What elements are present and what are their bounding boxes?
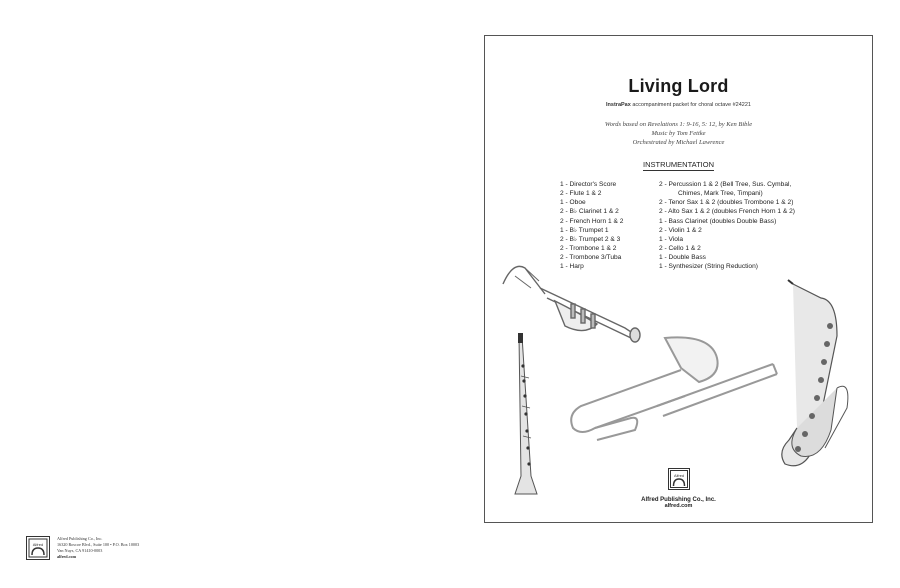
trumpet-icon xyxy=(503,266,640,342)
front-cover xyxy=(484,35,873,523)
credit-music: Music by Tom Fettke xyxy=(651,130,706,137)
svg-text:Alfred: Alfred xyxy=(673,474,684,478)
publisher-info xyxy=(26,536,139,560)
svg-text:Alfred: Alfred xyxy=(32,542,44,547)
instrument-item: 1 - Director's Score xyxy=(560,181,617,188)
instrumentation-heading-text: INSTRUMENTATION xyxy=(643,160,714,169)
instrument-item: 2 - Cello 1 & 2 xyxy=(659,245,701,253)
instrument-item: 1 - Viola xyxy=(659,235,684,243)
instrument-item: 2 - Violin 1 & 2 xyxy=(659,226,702,234)
publisher-street: 16320 Roscoe Blvd., Suite 100 • P.O. Box 10003 xyxy=(57,542,140,547)
publisher-name: Alfred Publishing Co., Inc. xyxy=(57,536,103,541)
subtitle-text: accompaniment packet for choral octave #24221 xyxy=(630,102,751,108)
instrument-list-left xyxy=(560,180,623,272)
page-title: Living Lord xyxy=(628,76,729,96)
credit-words: Words based on Revelations 1: 9-16, 5: 12, by Ken Bible xyxy=(604,121,753,128)
cover-footer xyxy=(485,468,872,509)
subtitle-brand: InstraPax xyxy=(606,102,631,108)
trombone-icon xyxy=(571,337,777,440)
instrument-item: 2 - Flute 1 & 2 xyxy=(560,190,602,198)
instrument-item: 1 - Oboe xyxy=(560,199,586,207)
instrument-illustration xyxy=(485,36,873,523)
instrument-item: 2 - Alto Sax 1 & 2 (doubles French Horn 1 & 2) xyxy=(659,208,795,216)
alfred-logo-icon xyxy=(26,536,50,560)
alfred-logo-icon xyxy=(668,468,690,490)
instrument-item: 2 - B♭ Clarinet 1 & 2 xyxy=(560,208,619,216)
publisher-address xyxy=(57,536,139,560)
publisher-website: alfred.com xyxy=(57,554,77,559)
saxophone-icon xyxy=(782,280,848,466)
instrument-item: 1 - Harp xyxy=(560,263,584,271)
instrument-item: 2 - Tenor Sax 1 & 2 (doubles Trombone 1 & 2) xyxy=(659,199,794,207)
instrument-item: 1 - Bass Clarinet (doubles Double Bass) xyxy=(659,217,777,225)
instrument-item: 1 - Synthesizer (String Reduction) xyxy=(659,263,758,271)
instrument-item: 2 - French Horn 1 & 2 xyxy=(560,217,624,225)
instrument-item: 2 - Trombone 3/Tuba xyxy=(560,254,622,262)
instrument-item-continuation: Chimes, Mark Tree, Timpani) xyxy=(678,190,763,198)
instrument-item: 2 - Percussion 1 & 2 (Bell Tree, Sus. Cymbal, xyxy=(659,181,792,188)
instrument-item: 1 - Double Bass xyxy=(659,254,706,262)
instrument-list-right xyxy=(659,180,795,272)
footer-website: alfred.com xyxy=(664,503,693,509)
instrument-item: 2 - B♭ Trumpet 2 & 3 xyxy=(560,235,621,243)
instrument-item: 2 - Trombone 1 & 2 xyxy=(560,245,617,253)
publisher-city: Van Nuys, CA 91410-0003 xyxy=(57,548,103,553)
credit-orchestration: Orchestrated by Michael Lawrence xyxy=(632,139,725,146)
instrument-item: 1 - B♭ Trumpet 1 xyxy=(560,226,609,234)
footer-publisher: Alfred Publishing Co., Inc. xyxy=(641,497,716,503)
